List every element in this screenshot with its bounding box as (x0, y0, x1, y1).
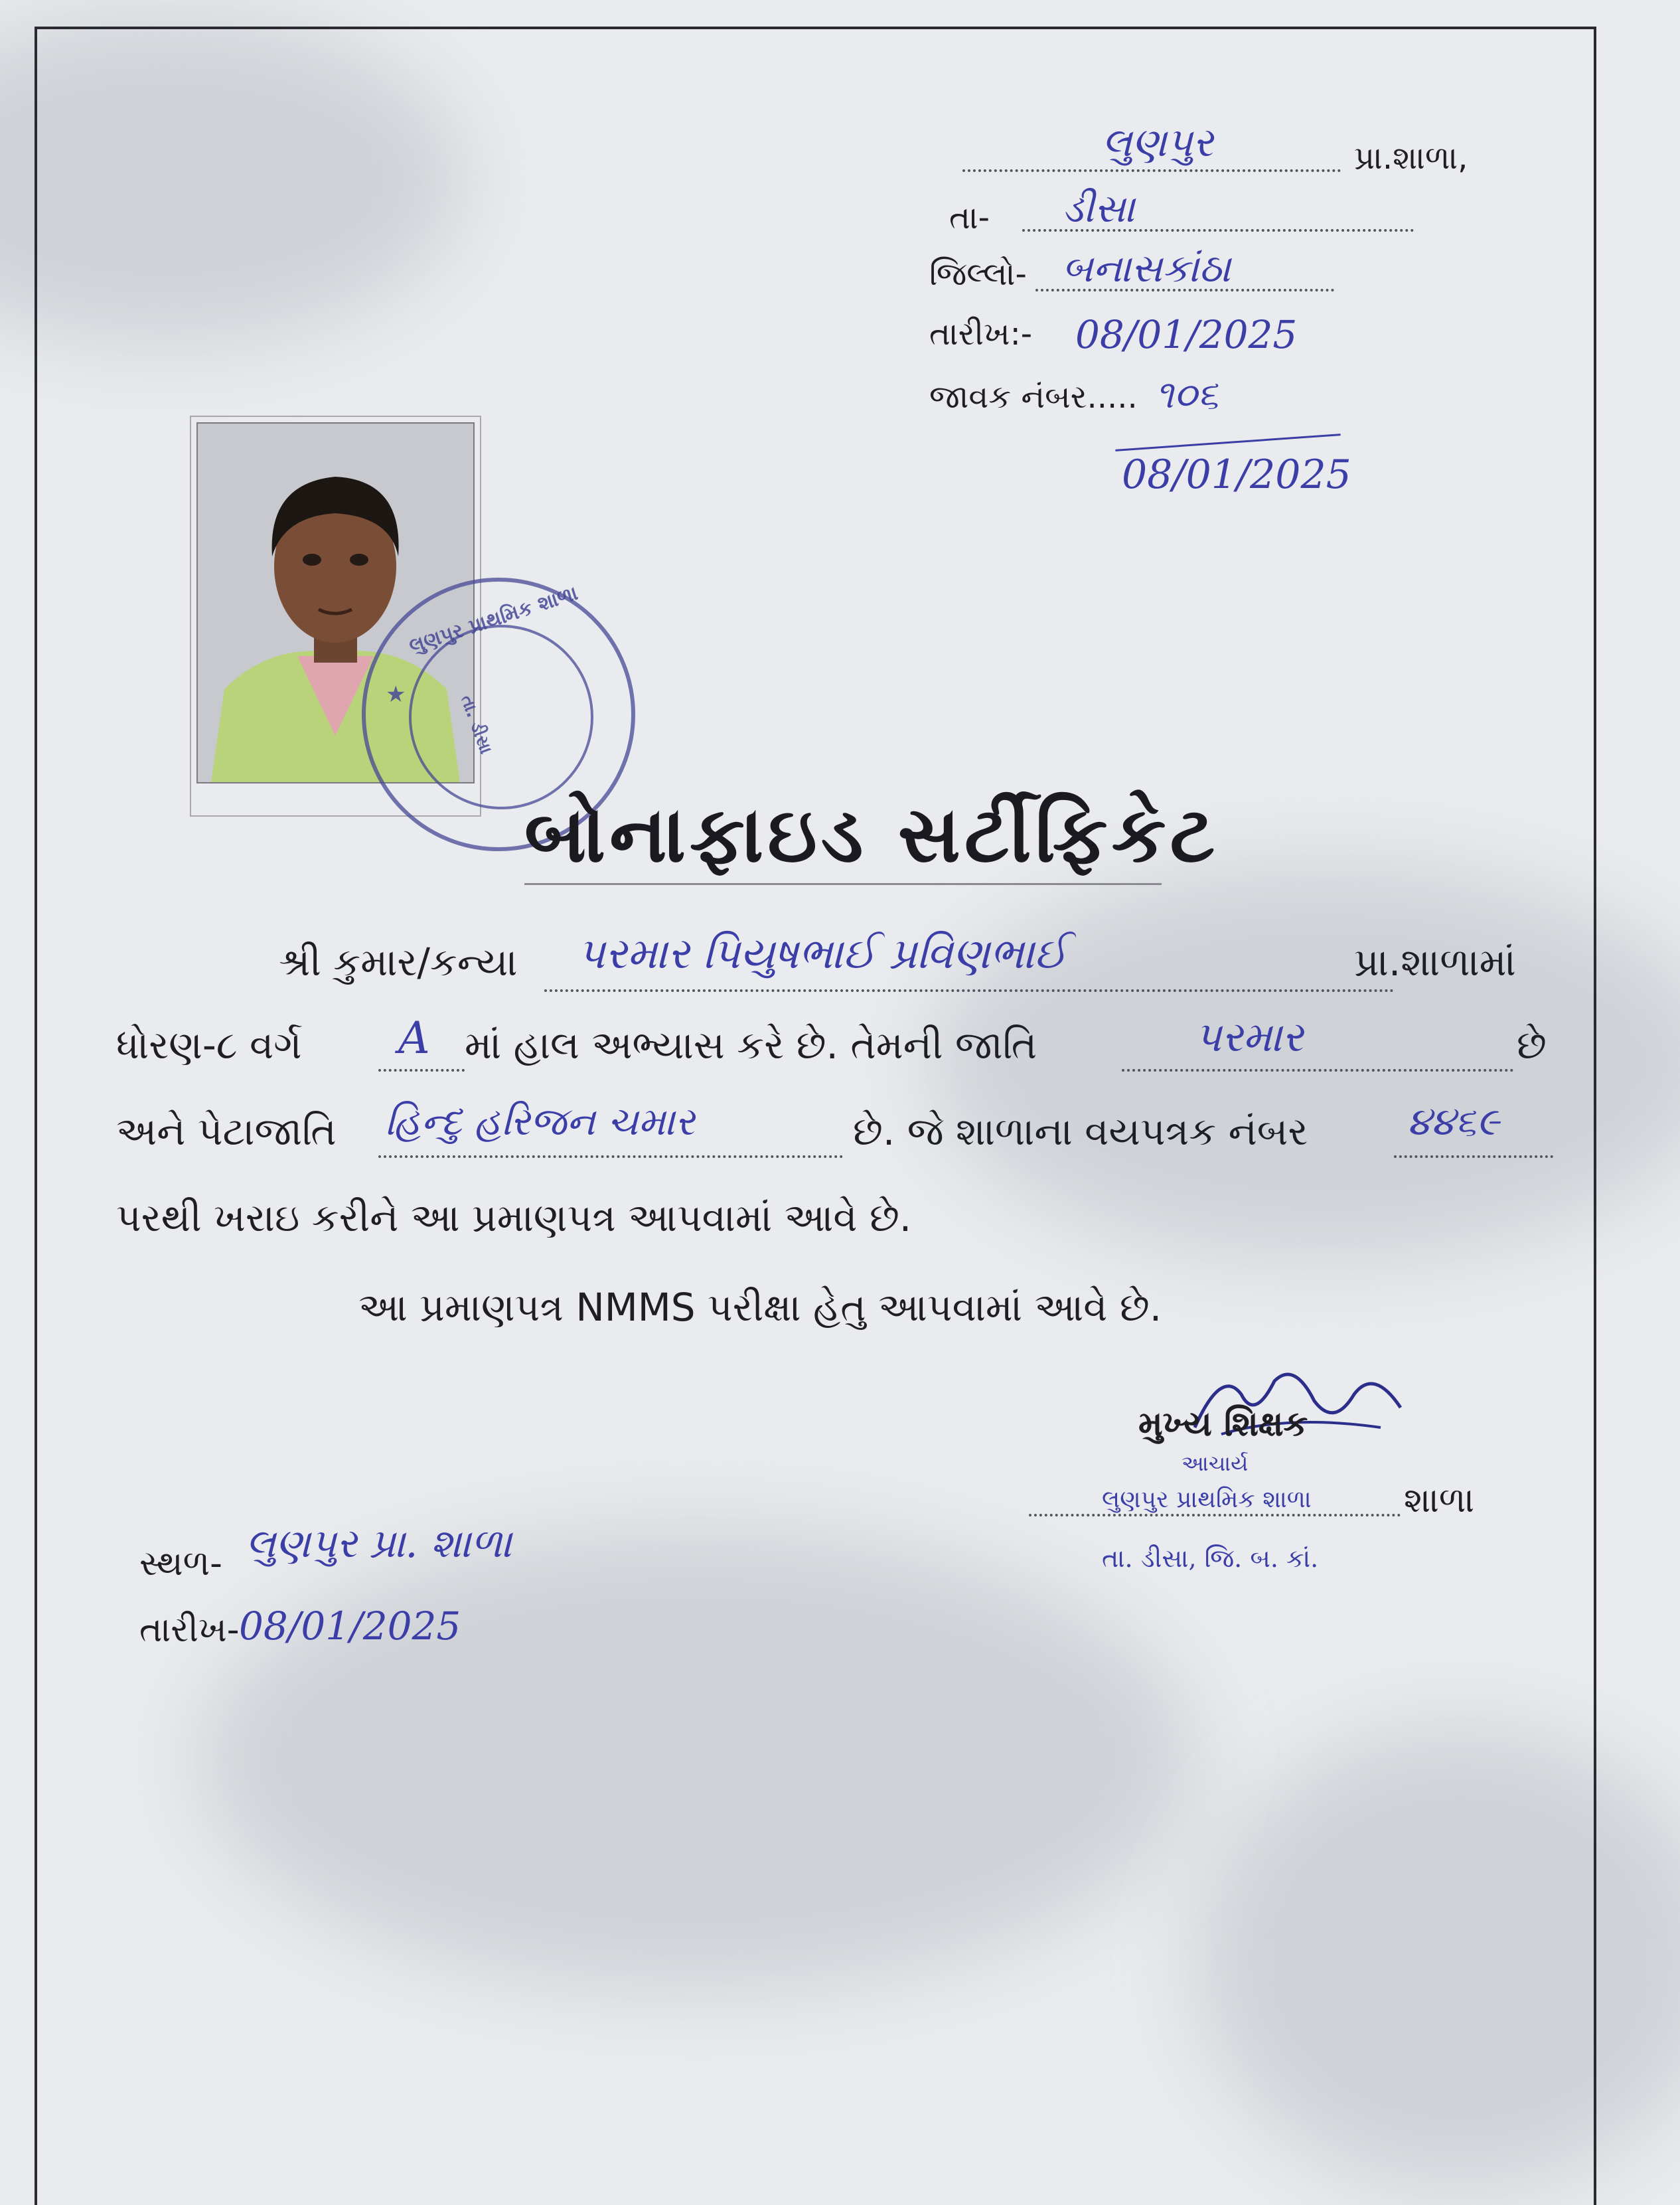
line2-prefix: ધોરણ-૮ વર્ગ (116, 1022, 302, 1068)
date-value: 08/01/2025 (1075, 312, 1298, 357)
outward-number-value: ૧૦૬ (1155, 372, 1219, 417)
signature-title: મુખ્ય શિક્ષક (1138, 1404, 1308, 1444)
footer-date-label: તારીખ- (139, 1610, 240, 1650)
signature-stamp-line1: આચાર્ય (1182, 1451, 1249, 1476)
register-no-dotted-line (1394, 1155, 1553, 1158)
line1-suffix: પ્રા.શાળામાં (1354, 939, 1516, 985)
seal-outer-text: લુણપુર પ્રાથમિક શાળા (406, 581, 581, 659)
school-seal-inner-ring (409, 625, 593, 809)
footer-date-value: 08/01/2025 (239, 1603, 461, 1649)
student-name-dotted-line (544, 989, 1394, 992)
outward-number-label: જાવક નંબર..... (929, 378, 1138, 416)
place-label: સ્થળ- (139, 1544, 222, 1584)
school-suffix: પ્રા.શાળા, (1354, 139, 1468, 177)
school-dotted-line (962, 169, 1341, 172)
student-name-value: પરમાર પિયુષભાઈ પ્રવિણભાઈ (577, 930, 1067, 979)
line5: આ પ્રમાણપત્ર NMMS પરીક્ષા હેતુ આપવામાં આવે છે. (358, 1285, 1162, 1330)
district-value: બનાસકાંઠા (1062, 246, 1231, 291)
title-underline (524, 883, 1162, 885)
signature-stamp-line2: લુણપુર પ્રાથમિક શાળા (1102, 1486, 1312, 1513)
subcaste-dotted-line (378, 1155, 843, 1158)
signature-school-dotted-line (1029, 1514, 1401, 1516)
subcaste-value: હિન્દુ હરિજન ચમાર (385, 1099, 695, 1144)
seal-star-icon: ★ (386, 681, 406, 708)
line4: પરથી ખરાઇ કરીને આ પ્રમાણપત્ર આપવામાં આવે છે. (116, 1195, 912, 1240)
line1-prefix: શ્રી કુમાર/કન્યા (279, 939, 518, 985)
caste-dotted-line (1122, 1069, 1513, 1072)
school-name-value: લુણપુર (1102, 120, 1213, 166)
line2-mid: માં હાલ અભ્યાસ કરે છે. તેમની જાતિ (465, 1022, 1037, 1068)
signature-school-suffix: શાળા (1404, 1481, 1475, 1520)
certificate-title: બોનાફાઇડ સર્ટીફિકેટ (524, 790, 1219, 880)
line3-prefix: અને પેટાજાતિ (116, 1109, 337, 1154)
signature-stamp-line3: તા. ડીસા, જિ. બ. કાં. (1102, 1544, 1319, 1573)
division-dotted-line (378, 1069, 465, 1072)
taluka-label: તા- (949, 199, 990, 236)
line2-suffix: છે (1517, 1022, 1547, 1068)
place-value: લુણપુર પ્રા. શાળા (246, 1520, 512, 1567)
caste-value: પરમાર (1195, 1013, 1304, 1061)
register-no-value: ૪૪૬૯ (1407, 1099, 1499, 1144)
district-label: જિલ્લો- (929, 256, 1027, 293)
seal-inner-text: તા. ડીસા (456, 693, 496, 757)
line3-mid: છે. જે શાળાના વયપત્રક નંબર (853, 1109, 1308, 1154)
date-label: તારીખ:- (929, 315, 1033, 353)
taluka-value: ડીસા (1062, 186, 1135, 231)
outward-date: 08/01/2025 (1122, 451, 1351, 498)
division-value: A (398, 1013, 430, 1064)
